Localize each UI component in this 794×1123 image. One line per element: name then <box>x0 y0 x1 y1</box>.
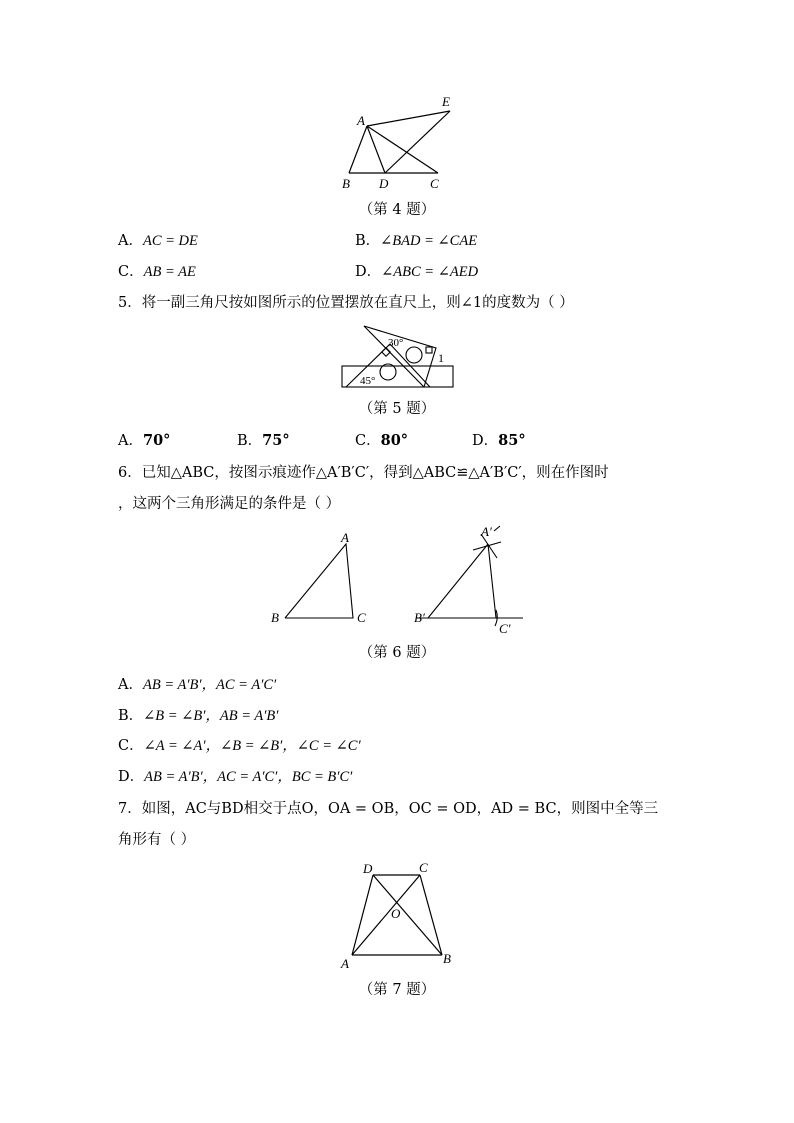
q4-figure <box>335 92 465 192</box>
q5-label-angle1: 1 <box>438 351 444 365</box>
option-text: 85° <box>498 432 526 449</box>
option-text: ∠BAD = ∠CAE <box>380 233 478 249</box>
q4-label-b: B <box>342 176 350 191</box>
q5-option-b <box>237 431 290 451</box>
q5-figure <box>338 322 458 392</box>
q6-label-b-prime: B′ <box>414 610 425 625</box>
q6-option-b <box>118 706 278 726</box>
option-text: ∠A = ∠A′，∠B = ∠B′，∠C = ∠C′ <box>143 738 361 754</box>
q4-label-a: A <box>357 113 365 128</box>
q7-label-o: O <box>391 906 401 921</box>
q5-label-30deg: 30° <box>388 337 404 349</box>
q4-caption: （第 4 题） <box>358 202 436 218</box>
q4-option-b <box>355 231 477 251</box>
q4-label-d: D <box>379 176 389 191</box>
option-letter: C． <box>355 433 381 449</box>
q5-option-d <box>472 431 526 451</box>
q7-label-d: D <box>363 861 373 876</box>
option-letter: A． <box>118 233 143 249</box>
q4-option-a <box>118 231 198 251</box>
q6-caption: （第 6 题） <box>358 645 436 661</box>
q6-label-c-prime: C′ <box>499 621 511 636</box>
q7-label-b: B <box>443 951 451 966</box>
option-letter: A． <box>118 433 143 449</box>
option-text: AB = A′B′，AC = A′C′，BC = B′C′ <box>144 769 353 785</box>
q5-stem: 5．将一副三角尺按如图所示的位置摆放在直尺上，则∠1的度数为（ ） <box>118 295 574 311</box>
q7-stem-line2: 角形有（ ） <box>118 832 196 848</box>
option-text: ∠ABC = ∠AED <box>381 264 479 280</box>
q7-label-c: C <box>419 860 428 875</box>
q4-label-e: E <box>442 94 450 109</box>
q6-label-a-prime: A′ <box>481 524 492 539</box>
option-letter: B． <box>237 433 263 449</box>
q4-label-c: C <box>430 176 439 191</box>
q6-label-a: A <box>341 530 349 545</box>
q6-stem-line2: ，这两个三角形满足的条件是（ ） <box>118 496 341 512</box>
option-text: AC = DE <box>142 233 198 249</box>
option-text: 80° <box>380 432 409 449</box>
q7-caption: （第 7 题） <box>358 982 436 998</box>
q6-option-c <box>118 736 361 756</box>
option-text: ∠B = ∠B′，AB = A′B′ <box>143 708 279 724</box>
option-text: AB = A′B′，AC = A′C′ <box>142 677 277 693</box>
q6-label-b: B <box>271 610 279 625</box>
option-letter: C． <box>118 738 144 754</box>
q5-option-c <box>355 431 408 451</box>
option-letter: B． <box>355 233 381 249</box>
q7-label-a: A <box>341 956 349 971</box>
q7-figure <box>335 858 465 973</box>
option-letter: D． <box>355 264 382 280</box>
option-letter: B． <box>118 708 144 724</box>
option-text: 70° <box>142 432 171 449</box>
option-text: 75° <box>262 432 290 449</box>
option-letter: C． <box>118 264 144 280</box>
q5-label-45deg: 45° <box>360 375 376 387</box>
option-letter: A． <box>118 677 143 693</box>
option-letter: D． <box>118 769 145 785</box>
q5-caption: （第 5 题） <box>358 401 436 417</box>
q4-option-d <box>355 262 478 282</box>
q6-option-d <box>118 767 352 787</box>
q6-option-a <box>118 675 276 695</box>
option-letter: D． <box>472 433 499 449</box>
q4-option-c <box>118 262 196 282</box>
q6-stem-line1: 6．已知△ABC，按图示痕迹作△A′B′C′，得到△ABC≌△A′B′C′，则在作图时 <box>118 465 609 481</box>
option-text: AB = AE <box>143 264 196 280</box>
q6-label-c: C <box>357 610 366 625</box>
q5-option-a <box>118 431 170 451</box>
q7-stem-line1: 7．如图，AC与BD相交于点O，OA = OB，OC = OD，AD = BC，则图中全等三 <box>118 801 659 817</box>
q6-figure <box>265 522 535 640</box>
